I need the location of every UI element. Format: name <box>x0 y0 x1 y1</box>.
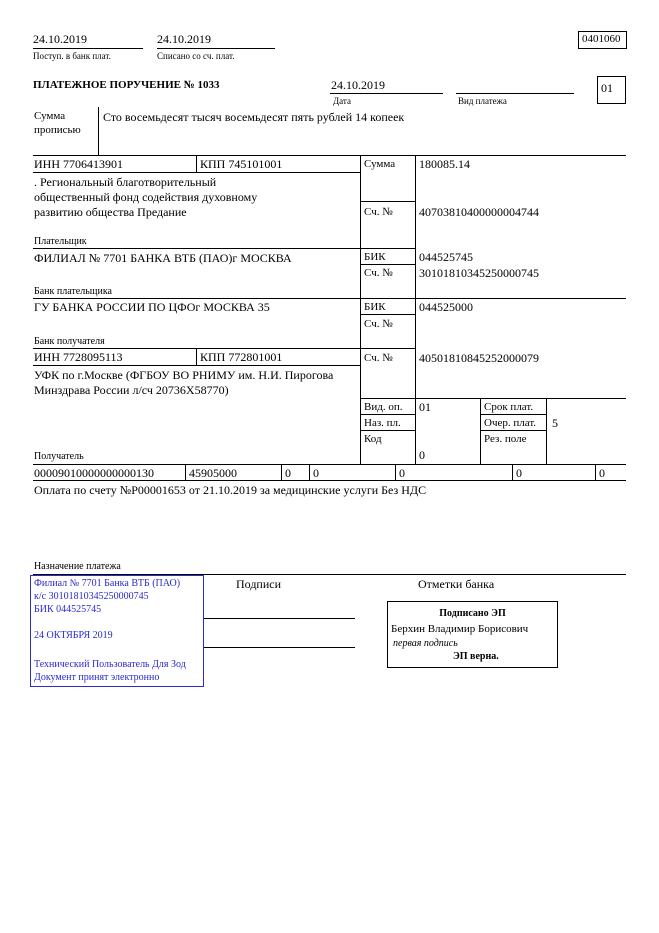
amount-words-label: прописью <box>34 124 81 136</box>
payee-bank-label: Банк получателя <box>34 336 105 347</box>
esign-box <box>387 601 558 668</box>
payer-name: общественный фонд содействия духовному <box>34 190 258 204</box>
bank-marks-label: Отметки банка <box>418 577 495 591</box>
payer-name: развитию общества Предание <box>34 205 187 219</box>
esign-role: первая подпись <box>393 638 458 649</box>
divider <box>309 464 310 480</box>
divider <box>456 93 574 94</box>
queue-label: Очер. плат. <box>484 417 537 429</box>
purpose-label: Назначение платежа <box>34 561 121 572</box>
account-label: Сч. № <box>364 267 393 279</box>
account-label: Сч. № <box>364 318 393 330</box>
sum-label: Сумма <box>364 158 396 170</box>
esign-signer: Берхин Владимир Борисович <box>391 623 529 635</box>
divider <box>480 398 481 464</box>
payer-name: . Региональный благотворительный <box>34 175 217 189</box>
divider <box>157 48 275 49</box>
stamp-line: 24 ОКТЯБРЯ 2019 <box>34 630 113 641</box>
divider <box>480 414 546 415</box>
payer-bank-account: 30101810345250000745 <box>419 266 539 280</box>
payment-type-code: 0 <box>599 466 605 480</box>
divider <box>33 365 360 366</box>
divider <box>98 107 99 155</box>
divider <box>360 430 415 431</box>
divider <box>281 464 282 480</box>
stamp-line: Технический Пользователь Для Зод <box>34 659 186 670</box>
page-title: ПЛАТЕЖНОЕ ПОРУЧЕНИЕ № 1033 <box>33 79 220 91</box>
divider <box>196 155 197 172</box>
doc-date: 0 <box>516 466 522 480</box>
divider <box>415 155 416 464</box>
esign-title: Подписано ЭП <box>439 608 506 619</box>
doc-number: 0 <box>399 466 405 480</box>
stamp-line: Документ принят электронно <box>34 672 160 683</box>
date-received: 24.10.2019 <box>33 32 87 46</box>
signatures-label: Подписи <box>236 577 282 591</box>
divider <box>595 464 596 480</box>
oktmo: 45905000 <box>189 466 237 480</box>
stamp-line: к/с 30101810345250000745 <box>34 591 149 602</box>
status-code: 01 <box>601 81 613 95</box>
signature-line <box>203 618 355 619</box>
payer-bank-name: ФИЛИАЛ № 7701 БАНКА ВТБ (ПАО)г МОСКВА <box>34 251 292 265</box>
divider <box>360 414 415 415</box>
code-label: Код <box>364 433 382 445</box>
divider <box>185 464 186 480</box>
signature-line <box>203 647 355 648</box>
order-date: 24.10.2019 <box>331 78 385 92</box>
divider <box>546 398 547 464</box>
divider <box>360 201 415 202</box>
payee-bank-name: ГУ БАНКА РОССИИ ПО ЦФОг МОСКВА 35 <box>34 300 270 314</box>
bik-label: БИК <box>364 251 386 263</box>
kbk: 00009010000000000130 <box>34 466 154 480</box>
divider <box>33 172 360 173</box>
payee-label: Получатель <box>34 451 84 462</box>
purpose-text: Оплата по счету №Р00001653 от 21.10.2019 за медицинские услуги Без НДС <box>34 483 427 497</box>
stamp-line: БИК 044525745 <box>34 604 102 615</box>
divider <box>360 398 626 399</box>
date-debited-label: Списано со сч. плат. <box>157 51 235 61</box>
divider <box>33 48 143 49</box>
payee-account: 40501810845252000079 <box>419 351 539 365</box>
account-label: Сч. № <box>364 206 393 218</box>
payee-bank-bik: 044525000 <box>419 300 473 314</box>
divider <box>395 464 396 480</box>
account-label: Сч. № <box>364 352 393 364</box>
payee-name: Минздрава России л/сч 20736Х58770) <box>34 383 229 397</box>
divider <box>33 298 626 299</box>
divider <box>33 155 626 156</box>
reserve-label: Рез. поле <box>484 433 527 445</box>
divider <box>330 93 443 94</box>
divider <box>480 430 546 431</box>
divider <box>196 348 197 365</box>
payee-kpp: КПП 772801001 <box>200 350 283 364</box>
payer-label: Плательщик <box>34 236 87 247</box>
date-received-label: Поступ. в банк плат. <box>33 51 111 61</box>
amount-words-label: Сумма <box>34 110 66 122</box>
divider <box>33 348 415 349</box>
payee-inn: ИНН 7728095113 <box>34 350 123 364</box>
divider <box>33 464 626 465</box>
queue: 5 <box>552 416 558 430</box>
divider <box>360 314 415 315</box>
code: 0 <box>419 448 425 462</box>
payer-account: 40703810400000004744 <box>419 205 539 219</box>
payment-type-label: Вид платежа <box>458 96 507 106</box>
esign-status: ЭП верна. <box>453 651 499 662</box>
op-type: 01 <box>419 400 431 414</box>
op-type-label: Вид. оп. <box>364 401 403 413</box>
stamp-line: Филиал № 7701 Банка ВТБ (ПАО) <box>34 578 181 589</box>
divider <box>512 464 513 480</box>
divider <box>33 248 415 249</box>
payer-bank-label: Банк плательщика <box>34 286 112 297</box>
payee-name: УФК по г.Москве (ФГБОУ ВО РНИМУ им. Н.И. Пирогова <box>34 368 334 382</box>
purpose-code-label: Наз. пл. <box>364 417 401 429</box>
payer-inn: ИНН 7706413901 <box>34 157 123 171</box>
order-date-label: Дата <box>333 96 351 106</box>
amount-words: Сто восемьдесят тысяч восемьдесят пять рублей 14 копеек <box>103 110 405 124</box>
payer-bank-bik: 044525745 <box>419 250 473 264</box>
payment-sum: 180085.14 <box>419 157 470 171</box>
basis: 0 <box>285 466 291 480</box>
bik-label: БИК <box>364 301 386 313</box>
payer-kpp: КПП 745101001 <box>200 157 283 171</box>
form-code: 0401060 <box>582 33 621 45</box>
term-label: Срок плат. <box>484 401 534 413</box>
date-debited: 24.10.2019 <box>157 32 211 46</box>
bank-stamp <box>30 575 204 687</box>
period: 0 <box>313 466 319 480</box>
divider <box>360 264 415 265</box>
